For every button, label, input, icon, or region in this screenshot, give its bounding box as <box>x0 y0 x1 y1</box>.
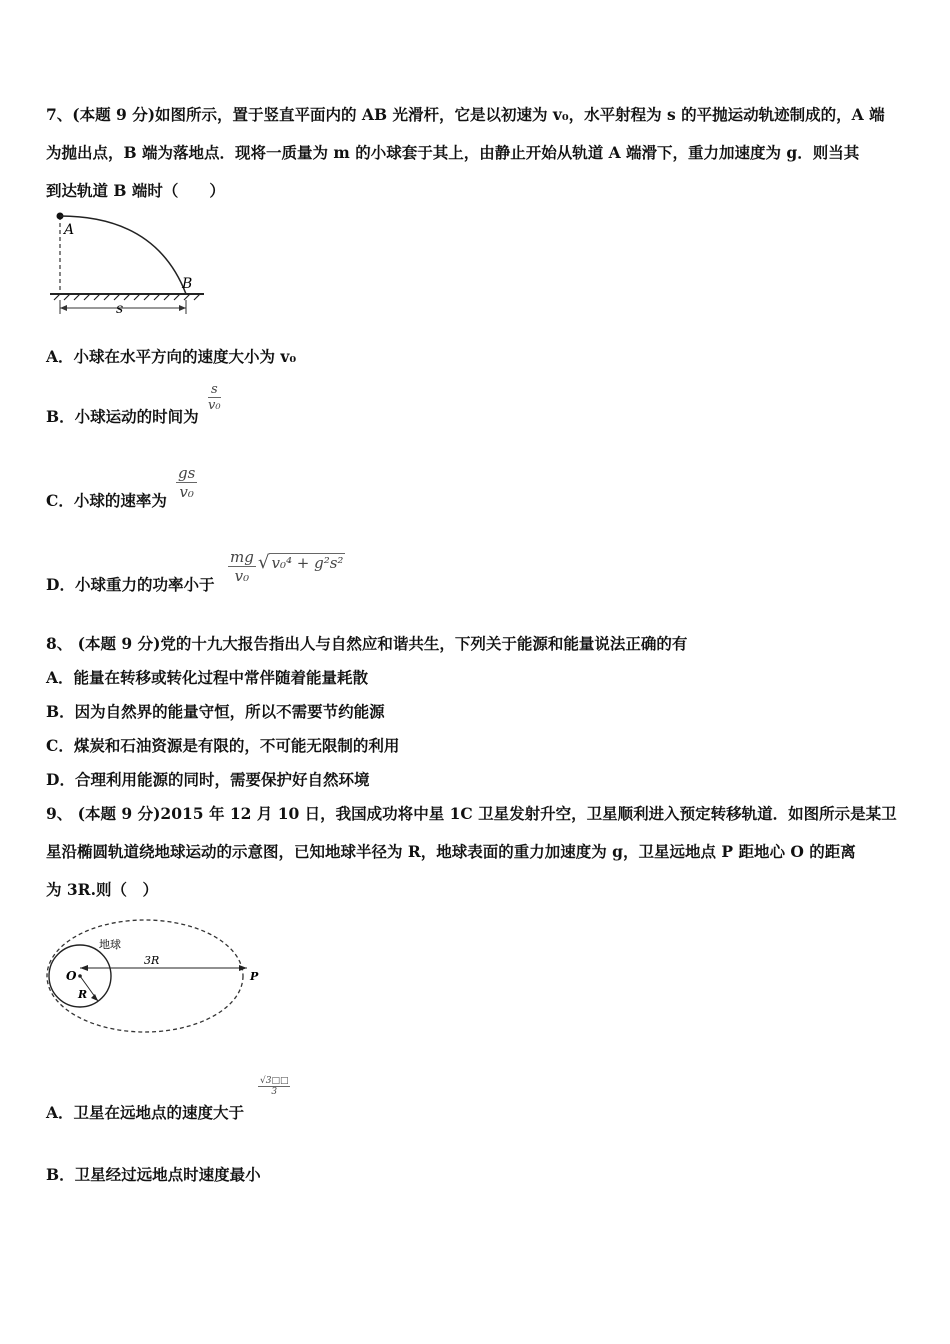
q9-option-a-denominator: 3 <box>271 1087 278 1097</box>
q9-label-o: O <box>66 969 77 983</box>
q7-trajectory-curve <box>60 216 186 294</box>
q7-option-b-fraction <box>208 382 221 413</box>
q9-option-a: A．卫星在远地点的速度大于 <box>46 1103 245 1122</box>
q8-option-c: C．煤炭和石油资源是有限的，不可能无限制的利用 <box>46 736 400 755</box>
q7-option-c: C．小球的速率为 <box>46 491 167 510</box>
q9-earth-center-dot <box>78 974 82 978</box>
q8-stem: 8、 (本题 9 分)党的十九大报告指出人与自然应和谐共生，下列关于能源和能量说法正确的有 <box>46 634 688 653</box>
q9-option-a-fraction <box>258 1076 290 1097</box>
q8-option-d: D．合理利用能源的同时，需要保护好自然环境 <box>46 770 370 789</box>
q7-label-s: s <box>116 301 124 317</box>
sqrt-sign-icon: √ <box>258 552 270 573</box>
q7-option-d-denominator: v₀ <box>234 567 250 585</box>
q7-label-a: A <box>64 222 75 238</box>
q7-trajectory-figure <box>46 210 211 320</box>
q7-option-a: A．小球在水平方向的速度大小为 v₀ <box>46 347 297 366</box>
q7-option-d: D．小球重力的功率小于 <box>46 575 215 594</box>
q9-option-a-numerator: √3□□ <box>260 1076 289 1086</box>
q7-option-c-numerator: gs <box>178 464 196 482</box>
q7-option-c-fraction <box>176 464 197 501</box>
q7-option-b-denominator: v₀ <box>208 398 221 413</box>
q8-option-b: B．因为自然界的能量守恒，所以不需要节约能源 <box>46 702 385 721</box>
q7-stem-line1: 7、(本题 9 分)如图所示，置于竖直平面内的 AB 光滑杆，它是以初速为 v₀，水平射程为 s 的平抛运动轨迹制成的，A 端 <box>46 105 885 124</box>
q9-label-p: P <box>250 970 259 983</box>
q7-stem-line3: 到达轨道 B 端时（ ） <box>46 181 225 200</box>
q9-stem-line1: 9、 (本题 9 分)2015 年 12 月 10 日，我国成功将中星 1C 卫星发射升空，卫星顺利进入预定转移轨道．如图所示是某卫 <box>46 804 897 823</box>
q9-label-earth: 地球 <box>99 938 121 951</box>
q9-stem-line2: 星沿椭圆轨道绕地球运动的示意图，已知地球半径为 R，地球表面的重力加速度为 g，卫星远地点 P 距地心 O 的距离 <box>46 842 856 861</box>
q8-option-a: A．能量在转移或转化过程中常伴随着能量耗散 <box>46 668 369 687</box>
q9-option-b: B．卫星经过远地点时速度最小 <box>46 1165 261 1184</box>
q7-option-d-radical <box>258 552 345 573</box>
q7-stem-line2: 为抛出点，B 端为落地点．现将一质量为 m 的小球套于其上，由静止开始从轨道 A 端滑下，重力加速度为 g．则当其 <box>46 143 860 162</box>
q7-option-c-denominator: v₀ <box>179 483 194 501</box>
q7-option-b: B．小球运动的时间为 <box>46 407 199 426</box>
q7-option-d-radicand: v₀⁴ + g²s² <box>271 554 344 572</box>
q7-option-d-numerator: mg <box>230 548 254 566</box>
q7-label-b: B <box>182 276 193 292</box>
q9-stem-line3: 为 3R.则（ ） <box>46 880 158 899</box>
q9-label-3r: 3R <box>144 954 160 967</box>
q7-option-b-numerator: s <box>208 382 221 398</box>
q9-orbit-figure <box>44 918 269 1043</box>
q9-label-r: R <box>78 988 88 1001</box>
q7-option-d-fraction <box>228 548 256 585</box>
